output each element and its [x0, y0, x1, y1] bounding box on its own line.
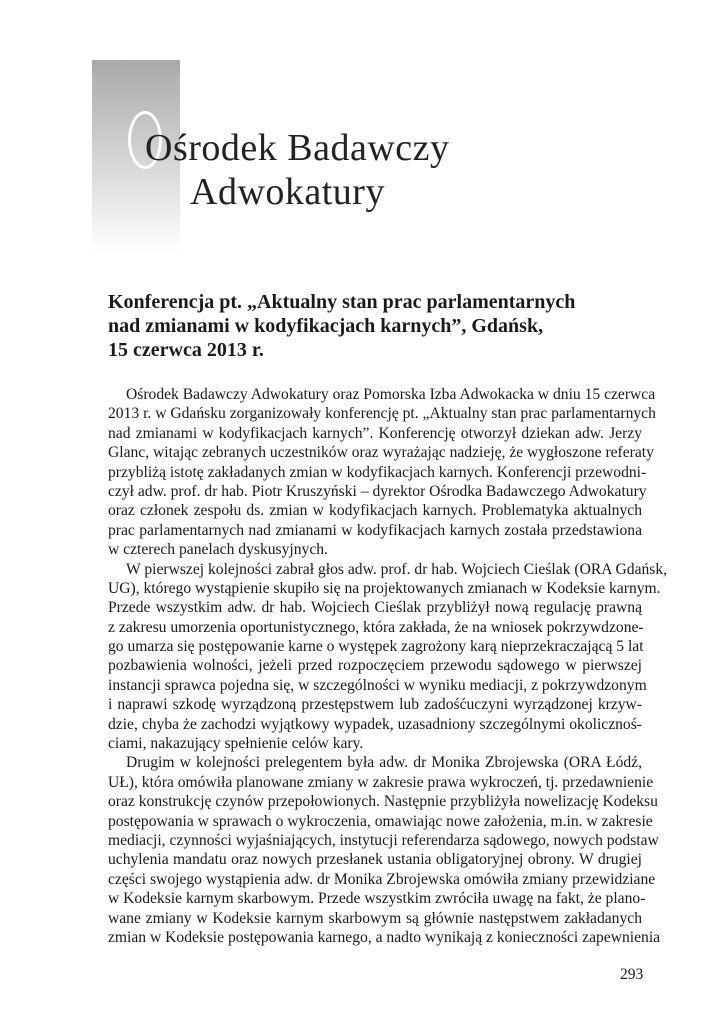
paragraph-line: w Kodeksie karnym skarbowym. Przede wszystkim zwróciła uwagę na fakt, że plano-: [108, 890, 646, 908]
paragraph-line: i naprawi szkodę wyrządzoną przestępstwem lub zadośćuczyni wyrządzonej krzyw-: [108, 696, 642, 714]
paragraph-line: mediacji, czynności wyjaśniających, instytucji referendarza sądowego, nowych podstaw: [108, 831, 659, 849]
paragraph-line: zmian w Kodeksie postępowania karnego, a nadto wynikają z konieczności zapewnienia: [108, 928, 661, 946]
paragraph-line: instancji sprawca pojedna się, w szczególności w wyniku mediacji, z pokrzywdzonym: [108, 676, 647, 694]
paragraph-line: w czterech panelach dyskusyjnych.: [108, 541, 328, 559]
article-heading-line: 15 czerwca 2013 r.: [108, 339, 264, 361]
page-number: 293: [620, 966, 644, 983]
paragraph-line: UŁ), która omówiła planowane zmiany w zakresie prawa wykroczeń, tj. przedawnienie: [108, 773, 654, 791]
paragraph-line: wane zmiany w Kodeksie karnym skarbowym są głównie następstwem zakładanych: [108, 909, 642, 927]
paragraph-line: W pierwszej kolejności zabrał głos adw. prof. dr hab. Wojciech Cieślak (ORA Gdańsk,: [126, 560, 668, 578]
paragraph-line: 2013 r. w Gdańsku zorganizowały konferencję pt. „Aktualny stan prac parlamentarnych: [108, 405, 656, 423]
paragraph: [108, 753, 661, 947]
paragraph-line: go umarza się postępowanie karne o występek zagrożony karą nieprzekraczającą 5 lat: [108, 638, 644, 656]
section-title-line-1: Ośrodek Badawczy: [145, 127, 450, 169]
paragraph-line: oraz konstrukcję czynów przepołowionych. Następnie przybliżyła nowelizację Kodeksu: [108, 793, 658, 811]
paragraph: [108, 385, 656, 560]
paragraph-line: ciami, nakazujący spełnienie celów kary.: [108, 735, 364, 753]
section-title-line-2: Adwokatury: [190, 171, 385, 213]
paragraph-line: czył adw. prof. dr hab. Piotr Kruszyński – dyrektor Ośrodka Badawczego Adwokatury: [108, 482, 647, 500]
paragraph-line: nad zmianami w kodyfikacjach karnych”. Konferencję otworzył dziekan adw. Jerzy: [108, 424, 642, 442]
article-heading-line: nad zmianami w kodyfikacjach karnych”, Gdańsk,: [108, 315, 544, 337]
paragraph-line: Glanc, witając zebranych uczestników oraz wyrażając nadzieję, że wygłoszone referaty: [108, 444, 654, 462]
paragraph-line: postępowania w sprawach o wykroczenia, omawiając nowe założenia, m.in. w zakresie: [108, 812, 653, 830]
paragraph-line: UG), którego wystąpienie skupiło się na projektowanych zmianach w Kodeksie karnym.: [108, 579, 661, 597]
paragraph-line: uchylenia mandatu oraz nowych przesłanek ustania obligatoryjnej obrony. W drugiej: [108, 851, 642, 869]
paragraph-line: dzie, chyba że zachodzi wyjątkowy wypadek, uzasadniony szczególnymi okolicznoś-: [108, 715, 642, 733]
paragraph: [108, 560, 668, 754]
paragraph-line: Drugim w kolejności prelegentem była adw. dr Monika Zbrojewska (ORA Łódź,: [126, 754, 642, 772]
paragraph-line: prac parlamentarnych nad zmianami w kodyfikacjach karnych została przedstawiona: [108, 521, 642, 539]
article-heading-line: Konferencja pt. „Aktualny stan prac parlamentarnych: [108, 291, 576, 313]
paragraph-line: oraz członek zespołu ds. zmian w kodyfikacjach karnych. Problematyka aktualnych: [108, 502, 642, 520]
article-heading: [108, 290, 648, 362]
paragraph-line: części swojego wystąpienia adw. dr Monika Zbrojewska omówiła zmiany przewidziane: [108, 870, 656, 888]
paragraph-line: z zakresu umorzenia oportunistycznego, która zakłada, że na wniosek pokrzywdzone-: [108, 618, 644, 636]
paragraph-line: Przede wszystkim adw. dr hab. Wojciech Cieślak przybliżył nową regulację prawną: [108, 599, 642, 617]
paragraph-line: pozbawienia wolności, jeżeli przed rozpoczęciem przewodu sądowego w pierwszej: [108, 657, 642, 675]
paragraph-line: przybliżą istotę zakładanych zmian w kodyfikacjach karnych. Konferencji przewodni-: [108, 463, 647, 481]
paragraph-line: Ośrodek Badawczy Adwokatury oraz Pomorska Izba Adwokacka w dniu 15 czerwca: [126, 386, 656, 403]
article-body: [108, 385, 668, 947]
